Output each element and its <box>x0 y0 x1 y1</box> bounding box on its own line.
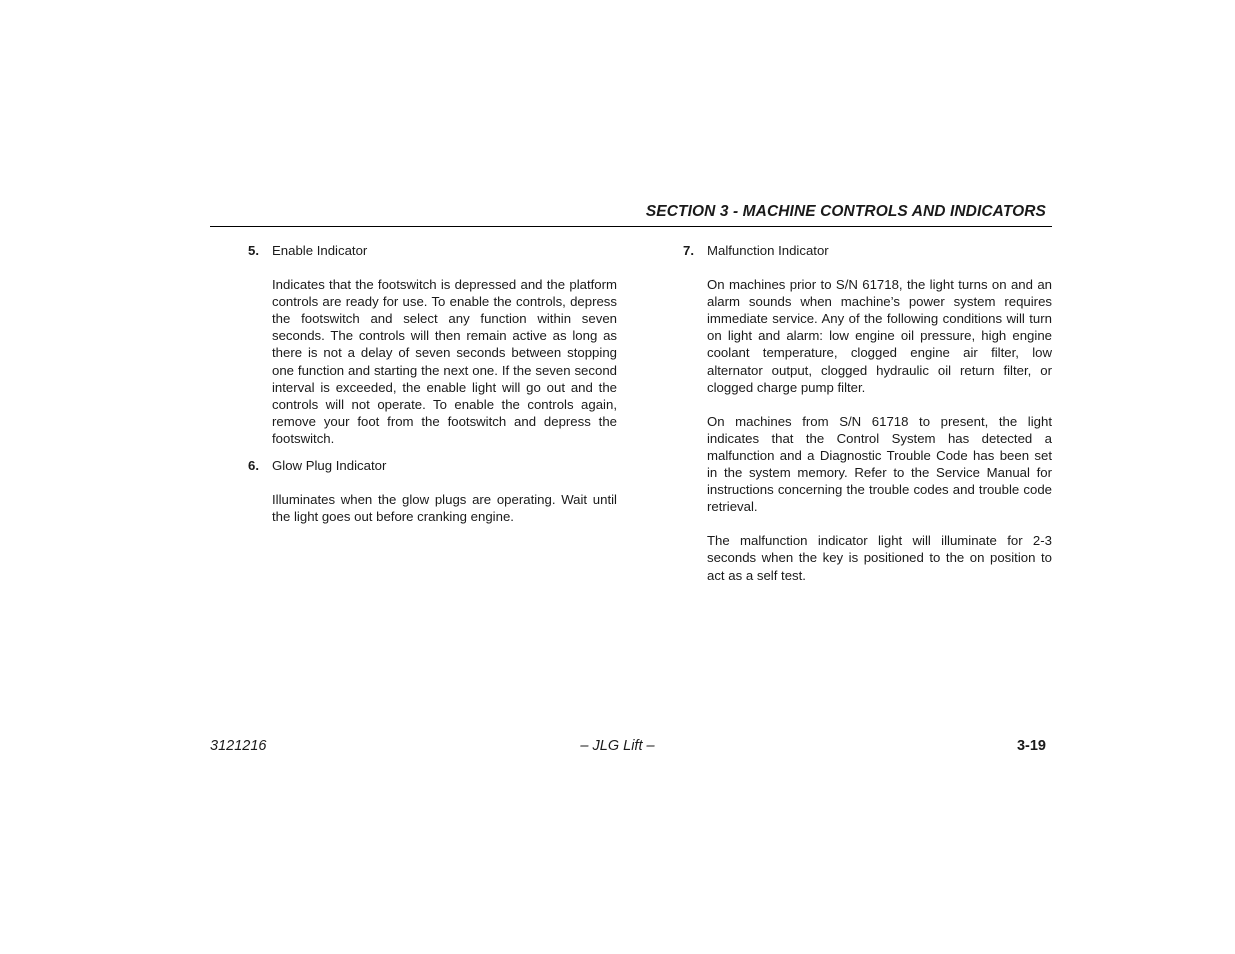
section-title: SECTION 3 - MACHINE CONTROLS AND INDICATORS <box>645 203 1046 220</box>
list-item-enable-indicator <box>210 242 617 447</box>
list-item-malfunction-indicator <box>645 242 1052 584</box>
item-paragraph: On machines prior to S/N 61718, the light turns on and an alarm sounds when machine’s power system requires immediate service. Any of the following conditions will turn on light and alarm: low engine oil pressure, high engine coolant temperature, clogged engine air filter, low alternator output, clogged hydraulic oil return filter, or clogged charge pump filter. <box>707 277 1052 395</box>
item-number: 5. <box>248 243 259 258</box>
footer-page-number: 3-19 <box>1016 738 1046 754</box>
right-column <box>645 242 1052 584</box>
item-paragraph: On machines from S/N 61718 to present, the light indicates that the Control System has detected a malfunction and a Diagnostic Trouble Code has been set in the system memory. Refer to the Service Manual for instructions concerning the trouble codes and trouble code retrieval. <box>707 413 1052 515</box>
item-paragraph: Illuminates when the glow plugs are operating. Wait until the light goes out before cranking engine. <box>272 492 617 525</box>
item-paragraph: The malfunction indicator light will illuminate for 2-3 seconds when the key is positioned to the on position to act as a self test. <box>707 533 1052 583</box>
item-number: 6. <box>248 458 259 474</box>
item-title: Enable Indicator <box>272 243 368 258</box>
left-column <box>210 242 617 525</box>
item-number: 7. <box>683 243 694 258</box>
list-item-glow-plug-indicator <box>210 457 617 525</box>
footer-doc-number: 3121216 <box>210 738 267 754</box>
item-title: Glow Plug Indicator <box>272 458 387 474</box>
footer-brand: – JLG Lift – <box>580 738 655 754</box>
item-paragraph: Indicates that the footswitch is depressed and the platform controls are ready for use. To enable the controls, depress the footswitch and select any function within seven seconds. The controls will then remain active as long as there is not a delay of seven seconds between stopping one function and starting the next one. If the seven second interval is exceeded, the enable light will go out and the controls will not operate. To enable the controls again, remove your foot from the footswitch and depress the footswitch. <box>272 277 617 446</box>
item-title: Malfunction Indicator <box>707 243 829 258</box>
header-divider <box>210 226 1052 227</box>
